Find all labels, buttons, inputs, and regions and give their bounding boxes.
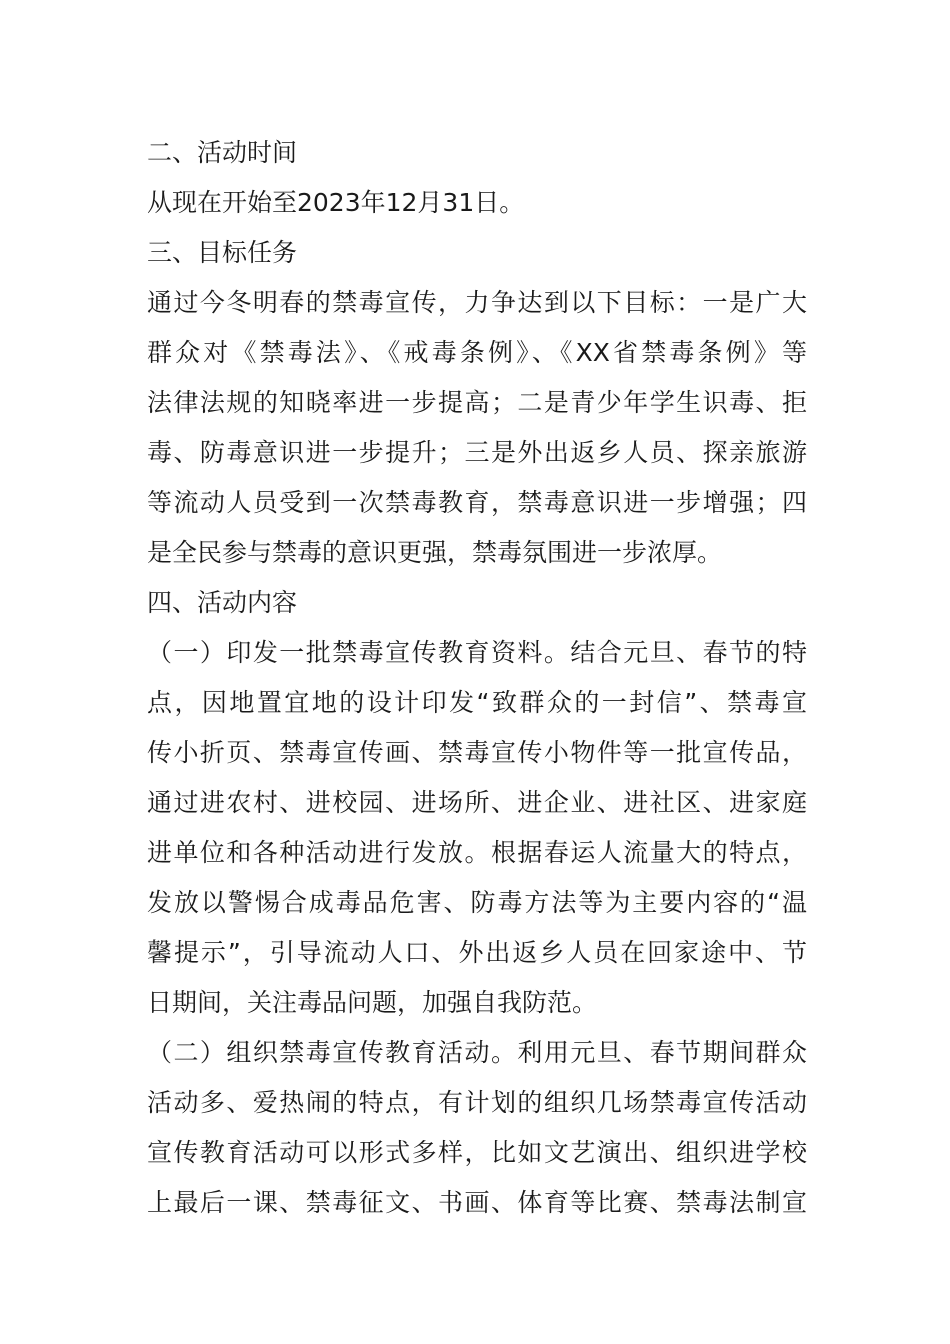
paragraph-line: 日期间，关注毒品问题，加强自我防范。 [147, 988, 598, 1017]
paragraph-line: 通过今冬明春的禁毒宣传，力争达到以下目标：一是广大 [147, 288, 807, 317]
paragraph-line: 上最后一课、禁毒征文、书画、体育等比赛、禁毒法制宣 [147, 1188, 807, 1217]
paragraph-line: 从现在开始至2023年12月31日。 [147, 188, 525, 217]
paragraph-line: 馨提示”，引导流动人口、外出返乡人员在回家途中、节 [147, 938, 807, 967]
section-heading-activity-content: 四、活动内容 [147, 588, 298, 617]
paragraph-line: 是全民参与禁毒的意识更强，禁毒氛围进一步浓厚。 [147, 538, 723, 567]
paragraph-line: 毒、防毒意识进一步提升；三是外出返乡人员、探亲旅游 [147, 438, 807, 467]
paragraph-line: 等流动人员受到一次禁毒教育，禁毒意识进一步增强；四 [147, 488, 807, 517]
section-heading-activity-time: 二、活动时间 [147, 138, 298, 167]
document-body [147, 128, 807, 1228]
paragraph-line: 法律法规的知晓率进一步提高；二是青少年学生识毒、拒 [147, 388, 807, 417]
paragraph-line: 宣传教育活动可以形式多样，比如文艺演出、组织进学校 [147, 1138, 807, 1167]
paragraph-line: （二）组织禁毒宣传教育活动。利用元旦、春节期间群众 [147, 1038, 807, 1067]
paragraph-line: 传小折页、禁毒宣传画、禁毒宣传小物件等一批宣传品， [147, 738, 807, 767]
section-heading-goals: 三、目标任务 [147, 238, 298, 267]
paragraph-line: 发放以警惕合成毒品危害、防毒方法等为主要内容的“温 [147, 888, 807, 917]
paragraph-line: 点，因地置宜地的设计印发“致群众的一封信”、禁毒宣 [147, 688, 807, 717]
paragraph-line: 群众对《禁毒法》、《戒毒条例》、《XX省禁毒条例》等 [147, 338, 807, 367]
paragraph-line: 活动多、爱热闹的特点，有计划的组织几场禁毒宣传活动 [147, 1088, 807, 1117]
paragraph-line: （一）印发一批禁毒宣传教育资料。结合元旦、春节的特 [147, 638, 807, 667]
paragraph-line: 通过进农村、进校园、进场所、进企业、进社区、进家庭 [147, 788, 807, 817]
paragraph-line: 进单位和各种活动进行发放。根据春运人流量大的特点， [147, 838, 807, 867]
